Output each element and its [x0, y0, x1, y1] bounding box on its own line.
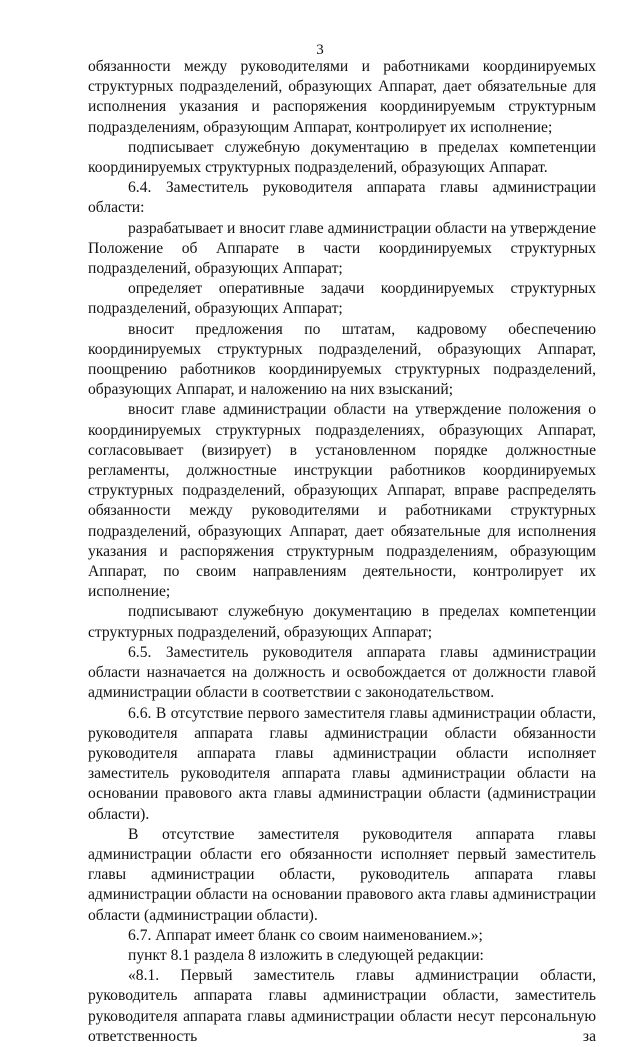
- paragraph-14: «8.1. Первый заместитель главы администрации области, руководитель аппарата главы администрации области, заместитель руководителя аппарата главы администрации области несут персональную ответственность за: [88, 967, 596, 1045]
- paragraph-8: подписывают служебную документацию в пределах компетенции структурных подразделений, образующих Аппарат;: [88, 603, 596, 641]
- paragraph-13: пункт 8.1 раздела 8 изложить в следующей редакции:: [128, 946, 484, 964]
- paragraph-3: 6.4. Заместитель руководителя аппарата главы администрации области:: [88, 179, 596, 217]
- paragraph-5: определяет оперативные задачи координируемых структурных подразделений, образующих Аппарат;: [88, 280, 596, 318]
- paragraph-1: обязанности между руководителями и работниками координируемых структурных подразделений, образующих Аппарат, дает обязательные для исполнения указания и распоряжения координируемым структурным подразделениям, образующим Аппарат, контролирует их исполнение;: [88, 58, 596, 136]
- paragraph-12: 6.7. Аппарат имеет бланк со своим наименованием.»;: [128, 926, 483, 944]
- paragraph-6: вносит предложения по штатам, кадровому обеспечению координируемых структурных подразделений, образующих Аппарат, поощрению работников координируемых структурных подразделений, образующих Аппарат, и наложению на них взысканий;: [88, 320, 596, 399]
- paragraph-9: 6.5. Заместитель руководителя аппарата главы администрации области назначается на должность и освобождается от должности главой администрации области в соответствии с законодательством.: [88, 643, 596, 702]
- paragraph-4: разрабатывает и вносит главе администрации области на утверждение Положение об Аппарате в части координируемых структурных подразделений, образующих Аппарат;: [88, 219, 596, 278]
- paragraph-10: 6.6. В отсутствие первого заместителя главы администрации области, руководителя аппарата главы администрации области обязанности руководителя аппарата главы администрации области исполняет заместитель руководителя аппарата главы администрации области на основании правового акта главы администрации области (администрации области).: [88, 704, 596, 823]
- paragraph-7: вносит главе администрации области на утверждение положения о координируемых структурных подразделениях, образующих Аппарат, согласовывает (визирует) в установленном порядке должностные регламенты, должностные инструкции работников координируемых структурных подразделений, образующих Аппарат, вправе распределять обязанности между руководителями и работниками структурных подразделений, образующих Аппарат, дает обязательные для исполнения указания и распоряжения структурным подразделениям, образующим Аппарат, по своим направлениям деятельности, контролирует их исполнение;: [88, 401, 596, 601]
- page-number: 3: [316, 42, 324, 58]
- paragraph-2: подписывает служебную документацию в пределах компетенции координируемых структурных подразделений, образующих Аппарат.: [88, 138, 596, 177]
- paragraph-11: В отсутствие заместителя руководителя аппарата главы администрации области его обязанности исполняет первый заместитель главы администрации области, руководитель аппарата главы администрации области на основании правового акта главы администрации области (администрации области).: [88, 825, 596, 924]
- document-body: [88, 57, 596, 1047]
